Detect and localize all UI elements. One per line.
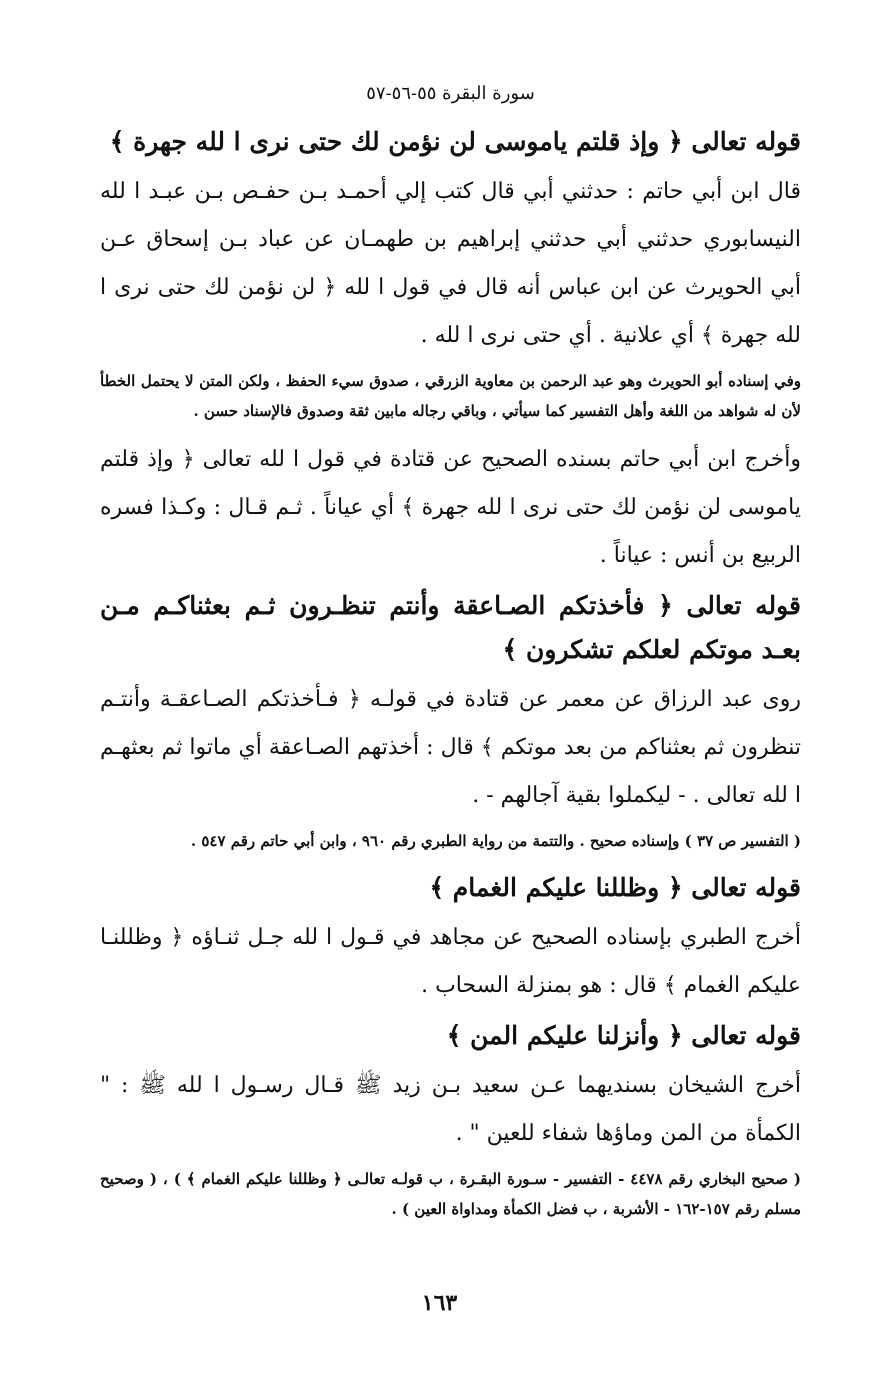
- running-head: سورة البقرة ٥٥-٥٦-٥٧: [366, 83, 535, 104]
- footnote: وفي إسناده أبو الحويرث وهو عبد الرحمن بن معاوية الزرقي ، صدوق سيء الحفظ ، ولكن المتن لا يحتمل الخطأ لأن له شواهد من اللغة وأهل التفسير كما سيأتي ، وباقي رجاله مابين ثقة وصدوق فالإسناد حسن .: [100, 372, 801, 420]
- verse-heading: قوله تعالى ﴿ وأنزلنا عليكم المن ﴾: [446, 1021, 801, 1050]
- page-number: ١٦٣: [421, 1290, 458, 1316]
- body-paragraph: روى عبد الرزاق عن معمر عن قتادة في قولـه ﴿ فـأخذتكم الصـاعقـة وأنتـم تنظرون ثم بعثناكم من بعد موتكم ﴾ قال : أخذتهم الصـاعقة أي ماتوا ثم بعثهـم ا لله تعالى . - ليكملوا بقية آجالهم - .: [100, 687, 801, 808]
- body-paragraph: أخرج الشيخان بسنديهما عـن سعيد بـن زيد ﷺ قـال رسـول ا لله ﷺ : " الكمأة من المن وماؤها شفاء للعين " .: [100, 1073, 801, 1146]
- verse-heading: قوله تعالى ﴿ وإذ قلتم ياموسى لن نؤمن لك حتى نرى ا لله جهرة ﴾: [109, 127, 801, 156]
- footnote: ( صحيح البخاري رقم ٤٤٧٨ - التفسير - سـورة البقـرة ، ب قولـه تعالـى ﴿ وظللنا عليكم الغمام ﴾ ) ، ( وصحيح مسلم رقم ١٥٧-١٦٢ - الأشربة ، ب فضل الكمأة ومداواة العين ) .: [100, 1170, 801, 1218]
- footnote: ( التفسير ص ٣٧ ) وإسناده صحيح . والتتمة من رواية الطبري رقم ٩٦٠ ، وابن أبي حاتم رقم ٥٤٧ .: [190, 832, 801, 850]
- body-paragraph: وأخرج ابن أبي حاتم بسنده الصحيح عن قتادة في قول ا لله تعالى ﴿ وإذ قلتم ياموسى لن نؤمن لك حتى نرى ا لله جهرة ﴾ أي عياناً . ثـم قـال : وكـذا فسره الربيع بن أنس : عياناً .: [100, 447, 801, 568]
- verse-heading: قوله تعالى ﴿ وظللنا عليكم الغمام ﴾: [429, 873, 801, 902]
- verse-heading: قوله تعالى ﴿ فأخذتكم الصـاعقة وأنتم تنظـرون ثـم بعثناكـم مـن بعـد موتكم لعلكم تشكرون ﴾: [100, 591, 801, 664]
- body-paragraph: قال ابن أبي حاتم : حدثني أبي قال كتب إلي أحمـد بـن حفـص بـن عبـد ا لله النيسابوري حدثني أبي حدثني إبراهيم بن طهمـان عن عباد بـن إسحاق عـن أبي الحويرث عن ابن عباس أنه قال في قول ا لله ﴿ لن نؤمن لك حتى نرى ا لله جهرة ﴾ أي علانية . أي حتى نرى ا لله .: [100, 179, 801, 348]
- body-paragraph: أخرج الطبري بإسناده الصحيح عن مجاهد في قـول ا لله جـل ثنـاؤه ﴿ وظللنـا عليكم الغمام ﴾ قال : هو بمنزلة السحاب .: [100, 925, 801, 998]
